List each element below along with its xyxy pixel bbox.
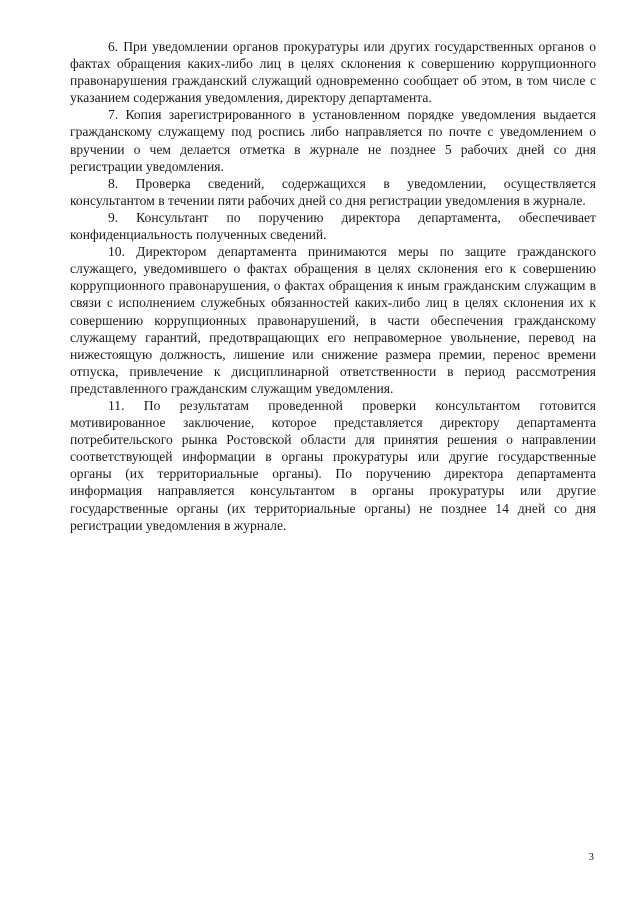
paragraph-8: 8. Проверка сведений, содержащихся в уведомлении, осуществляется консультантом в течении пяти рабочих дней со дня регистрации уведомления в журнале. [70, 175, 596, 208]
paragraph-7: 7. Копия зарегистрированного в установленном порядке уведомления выдается гражданскому служащему под роспись либо направляется по почте с уведомлением о вручении о чем делается отметка в журнале не позднее 5 рабочих дней со дня регистрации уведомления. [70, 107, 596, 174]
paragraph-10: 10. Директором департамента принимаются меры по защите гражданского служащего, уведомившего о фактах обращения в целях склонения его к совершению коррупционного правонарушения, о фактах обращения к иным гражданским служащим в связи с исполнением служебных обязанностей каких-либо лиц в целях склонения их к совершению коррупционных правонарушений, в части обеспечения гражданскому служащему гарантий, предотвращающих его неправомерное увольнение, перевод на нижестоящую должность, лишение или снижение размера премии, перенос времени отпуска, привлечение к дисциплинарной ответственности в период рассмотрения представленного гражданским служащим уведомления. [70, 244, 596, 396]
paragraph-9: 9. Консультант по поручению директора департамента, обеспечивает конфиденциальность полученных сведений. [70, 209, 596, 243]
page-number: 3 [588, 851, 594, 863]
paragraph-11: 11. По результатам проведенной проверки консультантом готовится мотивированное заключение, которое представляется директору департамента потребительского рынка Ростовской области для принятия решения о направлении соответствующей информации в органы прокуратуры или другие государственные органы (их территориальные органы). По поручению директора департамента информация направляется консультантом в органы прокуратуры или другие государственные органы (их территориальные органы) не позднее 14 дней со дня регистрации уведомления в журнале. [70, 397, 596, 533]
document-body [70, 38, 596, 534]
paragraph-6: 6. При уведомлении органов прокуратуры или других государственных органов о фактах обращения каких-либо лиц в целях склонения к совершению коррупционного правонарушения гражданский служащий одновременно сообщает об этом, в том числе с указанием содержания уведомления, директору департамента. [70, 39, 596, 106]
